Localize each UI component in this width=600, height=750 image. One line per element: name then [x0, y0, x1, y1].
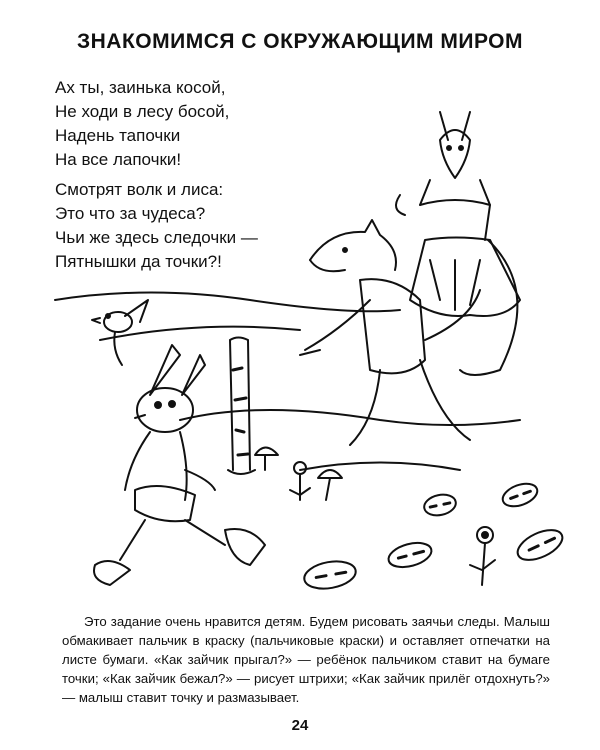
poem-line: Чьи же здесь следочки — — [55, 228, 258, 247]
page-number: 24 — [291, 717, 309, 734]
poem-line: Пятнышки да точки?! — [55, 252, 222, 271]
poem-line: Надень тапочки — [55, 126, 181, 145]
caption-text: Это задание очень нравится детям. Будем рисовать заячьи следы. Малыш обмакивает пальчик в краску (пальчиковые краски) и оставляет отпечатки на листе бумаги. «Как зайчик прыгал?» — ребёнок пальчиком ставит на бумаге точки; «Как зайчик бежал?» — рисует штрихи; «Как зайчик прилёг отдохнуть?» — малыш ставит точку и размазывает. — [62, 614, 550, 705]
birch-stump — [228, 338, 255, 475]
poem-line: Не ходи в лесу босой, — [55, 102, 230, 121]
poem-line: Ах ты, заинька косой, — [55, 78, 226, 97]
page-title: ЗНАКОМИМСЯ С ОКРУЖАЮЩИМ МИРОМ — [76, 30, 524, 53]
hare-tracks — [302, 479, 567, 592]
hare — [94, 345, 265, 585]
poem-line: Это что за чудеса? — [55, 204, 206, 223]
wolf — [300, 220, 480, 445]
poem-line: На все лапочки! — [55, 150, 182, 169]
fox — [396, 112, 520, 375]
ground-lines — [55, 293, 520, 471]
task-description — [62, 612, 550, 707]
poem-line: Смотрят волк и лиса: — [55, 180, 224, 199]
